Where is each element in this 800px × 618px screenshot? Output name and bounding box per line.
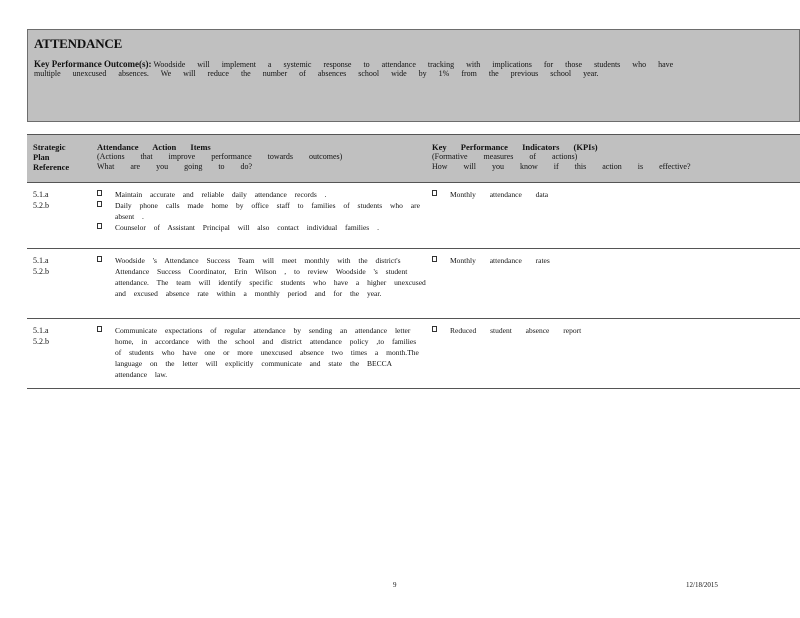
- row-kpi: Reduced student absence report: [432, 325, 581, 336]
- checkbox-bullet-icon: [97, 201, 102, 207]
- table-row: [27, 249, 800, 319]
- row-reference: 5.1.a 5.2.b: [33, 190, 49, 210]
- row-kpi: Monthly attendance data: [432, 189, 548, 200]
- row-actions: [97, 255, 427, 299]
- header-strategic-plan-reference: Strategic Plan Reference: [33, 142, 70, 172]
- action-table: [27, 134, 800, 389]
- page-number: 9: [393, 581, 397, 589]
- outcome-header-box: [27, 29, 800, 122]
- row-reference: 5.1.a 5.2.b: [33, 256, 49, 276]
- action-item: Maintain accurate and reliable daily attendance records .: [97, 189, 427, 200]
- row-actions: [97, 325, 427, 380]
- kpo-label: Key Performance Outcome(s):: [34, 59, 152, 69]
- table-header: [27, 135, 800, 183]
- header-kpis: Key Performance Indicators (KPIs) (Formative measures of actions) How will you know if this action is effective?: [432, 142, 691, 171]
- footer-date: 12/18/2015: [686, 581, 718, 589]
- page-title: ATTENDANCE: [34, 36, 123, 51]
- table-row: [27, 183, 800, 249]
- checkbox-bullet-icon: [97, 223, 102, 229]
- kpo-text-line1: Woodside will implement a systemic response to attendance tracking with implications for those students who have: [153, 60, 674, 69]
- row-reference: 5.1.a 5.2.b: [33, 326, 49, 346]
- action-item: Communicate expectations of regular attendance by sending an attendance letter home, in accordance with the school and district attendance policy ,to families of students who have one or more unexcused absence two times a month.The language on the letter will explicitly communicate and state the BECCA attendance law.: [97, 325, 427, 380]
- checkbox-bullet-icon: [97, 190, 102, 196]
- key-performance-outcome: [34, 60, 794, 78]
- table-row: [27, 319, 800, 389]
- row-actions: [97, 189, 427, 233]
- checkbox-bullet-icon: [97, 326, 102, 332]
- action-item: Woodside 's Attendance Success Team will meet monthly with the district's Attendance Success Coordinator, Erin Wilson , to review Woodside 's student attendance. The team will identify specific students who have a higher unexcused and excused absence rate within a monthly period and for the year.: [97, 255, 427, 299]
- kpo-text-line2: multiple unexcused absences. We will reduce the number of absences school wide by 1% from the previous school year.: [34, 69, 599, 78]
- action-item: Counselor of Assistant Principal will also contact individual families .: [97, 222, 427, 233]
- row-kpi: Monthly attendance rates: [432, 255, 550, 266]
- checkbox-bullet-icon: [432, 256, 437, 262]
- header-action-items: Attendance Action Items (Actions that improve performance towards outcomes) What are you going to do?: [97, 142, 343, 171]
- checkbox-bullet-icon: [97, 256, 102, 262]
- checkbox-bullet-icon: [432, 190, 437, 196]
- checkbox-bullet-icon: [432, 326, 437, 332]
- action-item: Daily phone calls made home by office staff to families of students who are absent .: [97, 200, 427, 222]
